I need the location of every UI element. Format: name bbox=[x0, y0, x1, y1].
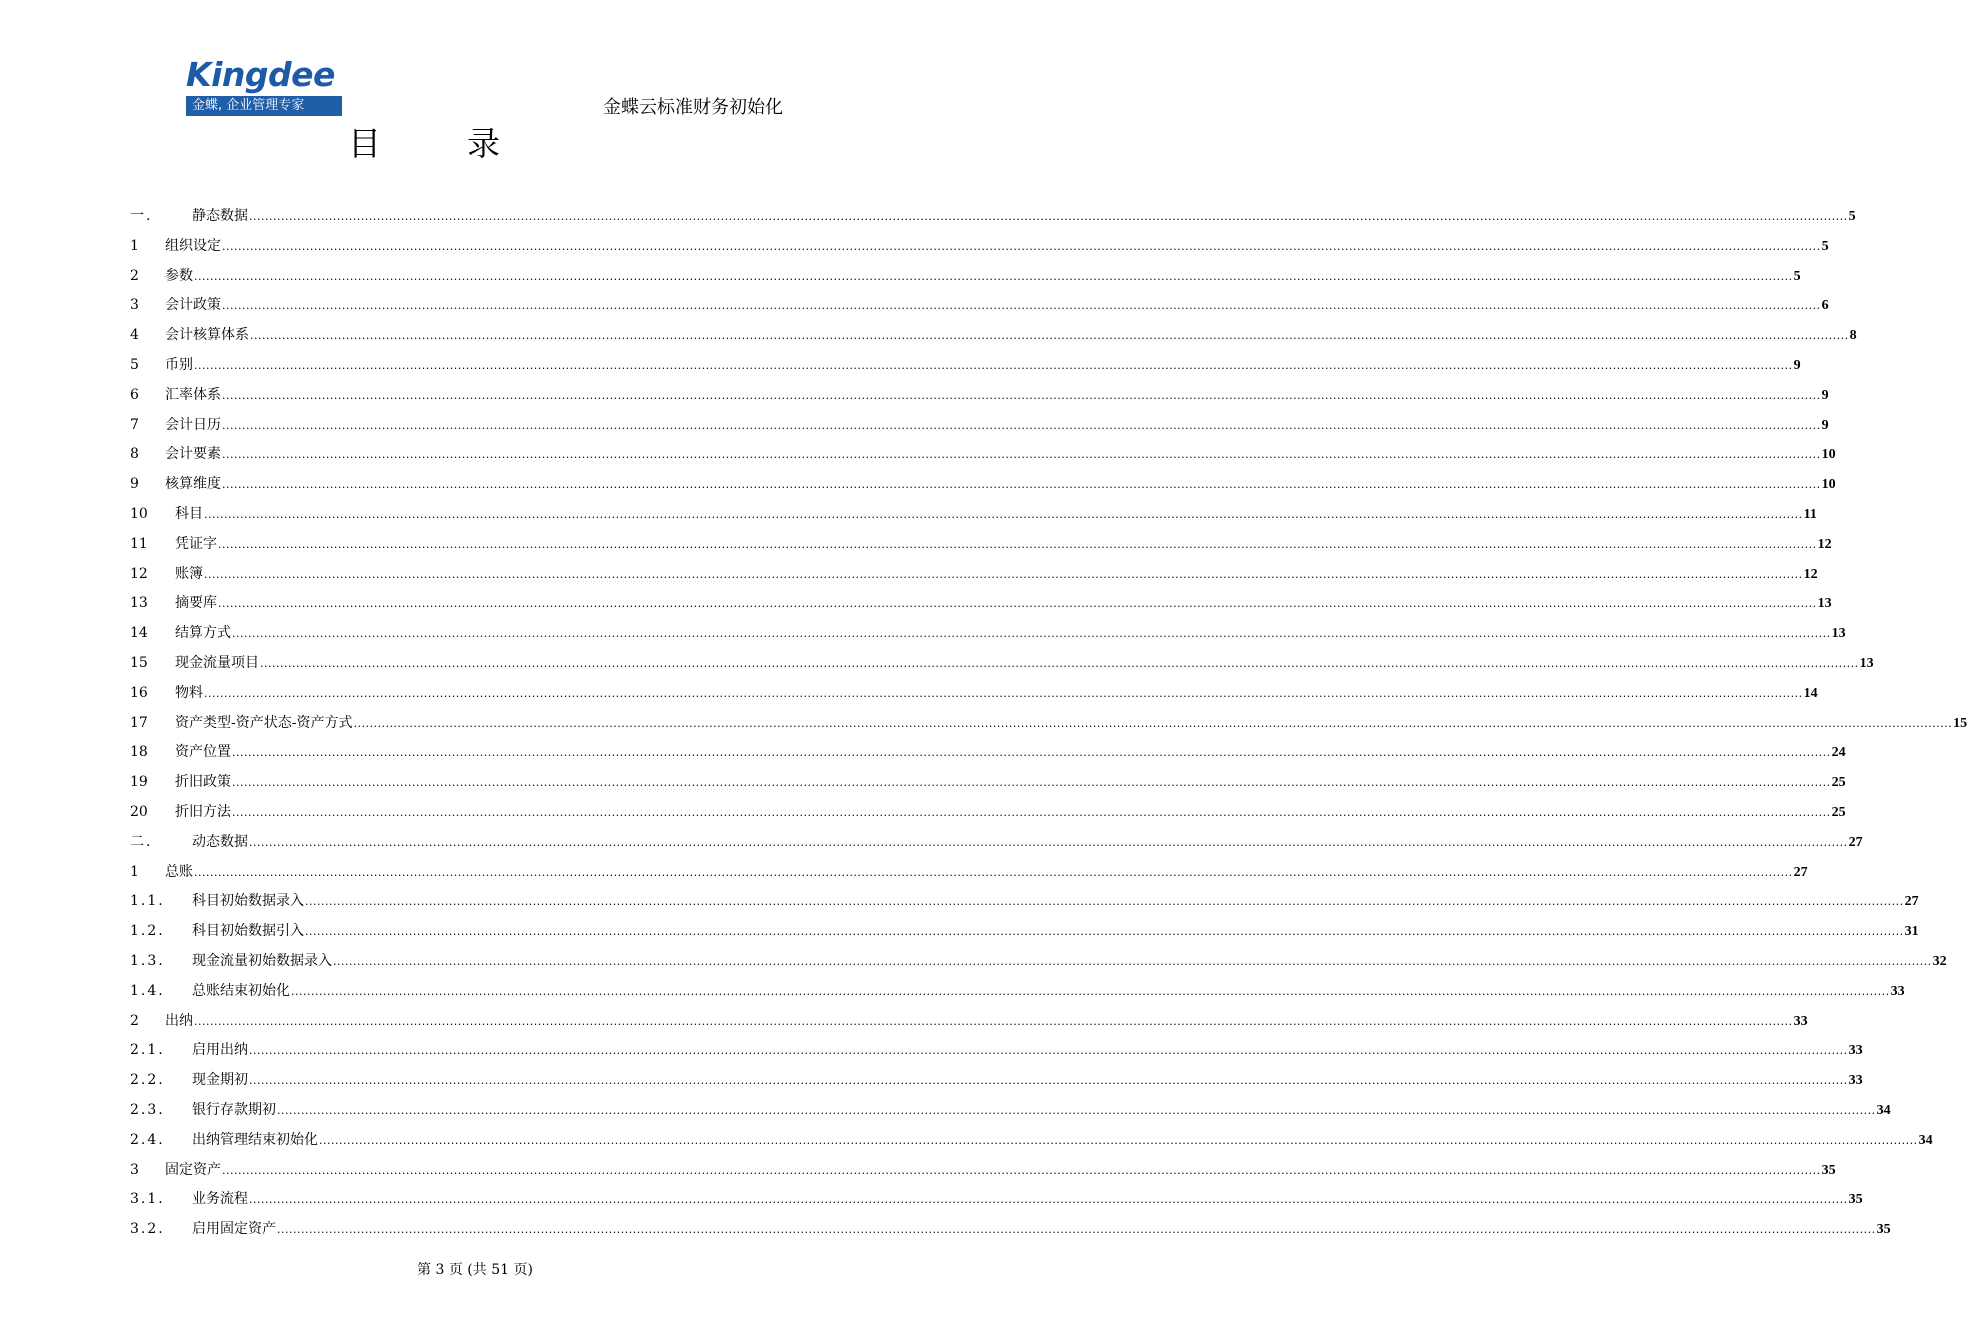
toc-leader-dots: ................................................................................................................................................................................................................................................................................................................................................................................................................ bbox=[204, 567, 1803, 581]
toc-entry[interactable] bbox=[130, 741, 1846, 763]
toc-entry-label: 币别 bbox=[165, 357, 193, 373]
toc-entry-page: 25 bbox=[1831, 775, 1846, 791]
toc-entry[interactable] bbox=[130, 563, 1818, 585]
toc-entry-number: 5 bbox=[130, 357, 139, 373]
toc-entry-number: 20 bbox=[130, 804, 148, 820]
document-header-title: 金蝶云标准财务初始化 bbox=[603, 97, 783, 118]
toc-leader-dots: ................................................................................................................................................................................................................................................................................................................................................................................................................ bbox=[250, 329, 1849, 343]
toc-leader-dots: ................................................................................................................................................................................................................................................................................................................................................................................................................ bbox=[232, 806, 1831, 819]
toc-entry-label: 组织设定 bbox=[165, 237, 221, 254]
toc-entry[interactable] bbox=[130, 354, 1801, 376]
toc-leader-dots: ................................................................................................................................................................................................................................................................................................................................................................................................................ bbox=[222, 418, 1821, 432]
logo-wordmark: Kingdee bbox=[186, 55, 335, 94]
toc-entry-page: 10 bbox=[1821, 447, 1836, 463]
toc-entry[interactable] bbox=[130, 1159, 1836, 1181]
toc-entry-label: 参数 bbox=[165, 267, 193, 284]
toc-entry-number: 1.4. bbox=[130, 982, 165, 999]
toc-entry-label: 会计政策 bbox=[165, 297, 221, 314]
toc-entry[interactable] bbox=[130, 890, 1919, 912]
toc-entry-label: 账簿 bbox=[175, 565, 203, 582]
toc-entry-page: 10 bbox=[1821, 477, 1836, 493]
toc-entry-label: 核算维度 bbox=[165, 476, 221, 493]
toc-leader-dots: ................................................................................................................................................................................................................................................................................................................................................................................................................ bbox=[222, 239, 1821, 253]
toc-entry-page: 5 bbox=[1793, 268, 1801, 284]
toc-entry-number: 7 bbox=[130, 416, 139, 433]
toc-entry-page: 33 bbox=[1848, 1073, 1863, 1089]
toc-entry[interactable] bbox=[130, 1069, 1863, 1091]
page-footer: 第 3 页 (共 51 页) bbox=[417, 1262, 533, 1278]
toc-entry-page: 5 bbox=[1848, 209, 1856, 224]
toc-entry[interactable] bbox=[130, 801, 1846, 823]
toc-leader-dots: ................................................................................................................................................................................................................................................................................................................................................................................................................ bbox=[232, 776, 1831, 790]
toc-entry-label: 折旧政策 bbox=[175, 774, 231, 791]
toc-entry-page: 35 bbox=[1848, 1192, 1863, 1208]
toc-entry-label: 静态数据 bbox=[192, 208, 248, 224]
toc-leader-dots: ................................................................................................................................................................................................................................................................................................................................................................................................................ bbox=[222, 1163, 1821, 1177]
toc-entry-page: 8 bbox=[1849, 328, 1857, 344]
toc-entry-number: 3 bbox=[130, 1161, 139, 1178]
toc-entry[interactable] bbox=[130, 1099, 1891, 1121]
toc-entry-label: 摘要库 bbox=[175, 595, 217, 612]
toc-entry-label: 科目初始数据录入 bbox=[192, 893, 304, 910]
toc-entry-number: 2.1. bbox=[130, 1042, 165, 1059]
toc-entry[interactable] bbox=[130, 831, 1863, 853]
toc-entry[interactable] bbox=[130, 1039, 1863, 1061]
toc-entry-number: 9 bbox=[130, 476, 139, 493]
toc-entry-page: 9 bbox=[1793, 358, 1801, 373]
toc-entry[interactable] bbox=[130, 1218, 1891, 1240]
toc-leader-dots: ................................................................................................................................................................................................................................................................................................................................................................................................................ bbox=[291, 984, 1890, 998]
toc-entry-number: 14 bbox=[130, 625, 148, 642]
toc-entry-page: 9 bbox=[1821, 387, 1829, 403]
toc-entry-page: 27 bbox=[1848, 834, 1863, 850]
toc-entry-number: 16 bbox=[130, 684, 148, 701]
toc-entry-number: 1.2. bbox=[130, 923, 165, 940]
toc-entry-number: 2.4. bbox=[130, 1131, 165, 1148]
toc-entry-page: 5 bbox=[1821, 238, 1829, 254]
toc-entry-label: 启用固定资产 bbox=[192, 1221, 276, 1238]
toc-entry-label: 会计要素 bbox=[165, 446, 221, 463]
toc-entry-page: 13 bbox=[1831, 626, 1846, 642]
toc-leader-dots: ................................................................................................................................................................................................................................................................................................................................................................................................................ bbox=[222, 299, 1821, 313]
toc-entry-number: 2.2. bbox=[130, 1072, 165, 1089]
toc-entry-label: 现金流量项目 bbox=[175, 655, 259, 671]
toc-title-char: 录 bbox=[467, 124, 500, 163]
toc-entry[interactable] bbox=[130, 712, 1967, 734]
toc-entry-label: 科目初始数据引入 bbox=[192, 923, 304, 940]
toc-leader-dots: ................................................................................................................................................................................................................................................................................................................................................................................................................ bbox=[232, 746, 1831, 760]
toc-leader-dots: ................................................................................................................................................................................................................................................................................................................................................................................................................ bbox=[218, 597, 1817, 611]
toc-leader-dots: ................................................................................................................................................................................................................................................................................................................................................................................................................ bbox=[204, 686, 1803, 700]
toc-entry-page: 35 bbox=[1821, 1162, 1836, 1178]
toc-entry[interactable] bbox=[130, 533, 1832, 555]
toc-entry[interactable] bbox=[130, 1010, 1808, 1032]
toc-entry[interactable] bbox=[130, 384, 1829, 406]
toc-entry-label: 总账 bbox=[165, 863, 193, 880]
toc-leader-dots: ................................................................................................................................................................................................................................................................................................................................................................................................................ bbox=[222, 478, 1821, 492]
toc-entry-number: 17 bbox=[130, 714, 148, 731]
toc-entry[interactable] bbox=[130, 622, 1846, 644]
toc-entry-label: 动态数据 bbox=[192, 833, 248, 850]
toc-entry[interactable] bbox=[130, 235, 1829, 257]
toc-entry-number: 13 bbox=[130, 595, 148, 612]
toc-entry[interactable] bbox=[130, 205, 1856, 227]
toc-entry[interactable] bbox=[130, 503, 1817, 525]
toc-entry-number: 2 bbox=[130, 1012, 139, 1029]
toc-entry-label: 固定资产 bbox=[165, 1161, 221, 1178]
toc-entry-page: 6 bbox=[1821, 298, 1829, 314]
toc-entry-page: 11 bbox=[1803, 507, 1817, 522]
toc-entry-page: 27 bbox=[1793, 864, 1808, 880]
toc-leader-dots: ................................................................................................................................................................................................................................................................................................................................................................................................................ bbox=[333, 955, 1932, 968]
toc-entry-page: 35 bbox=[1876, 1222, 1891, 1238]
toc-entry-number: 6 bbox=[130, 386, 139, 403]
toc-entry[interactable] bbox=[130, 950, 1947, 972]
toc-entry-label: 启用出纳 bbox=[192, 1042, 248, 1059]
toc-entry-page: 12 bbox=[1817, 536, 1832, 552]
toc-entry-label: 现金期初 bbox=[192, 1072, 248, 1089]
toc-leader-dots: ................................................................................................................................................................................................................................................................................................................................................................................................................ bbox=[249, 1044, 1848, 1058]
toc-entry-page: 33 bbox=[1890, 983, 1905, 999]
toc-entry[interactable] bbox=[130, 1129, 1933, 1151]
toc-entry-number: 15 bbox=[130, 655, 148, 671]
toc-leader-dots: ................................................................................................................................................................................................................................................................................................................................................................................................................ bbox=[277, 1223, 1876, 1237]
toc-leader-dots: ................................................................................................................................................................................................................................................................................................................................................................................................................ bbox=[222, 448, 1821, 462]
toc-entry[interactable] bbox=[130, 324, 1857, 346]
toc-entry-label: 会计核算体系 bbox=[165, 327, 249, 344]
toc-entry-label: 凭证字 bbox=[175, 535, 217, 552]
toc-leader-dots: ................................................................................................................................................................................................................................................................................................................................................................................................................ bbox=[194, 1014, 1793, 1028]
toc-entry-page: 32 bbox=[1932, 954, 1947, 969]
toc-entry-label: 出纳管理结束初始化 bbox=[192, 1131, 318, 1148]
toc-entry-number: 一. bbox=[130, 208, 153, 224]
toc-leader-dots: ................................................................................................................................................................................................................................................................................................................................................................................................................ bbox=[194, 359, 1793, 372]
toc-entry-label: 折旧方法 bbox=[175, 804, 231, 820]
toc-entry-page: 33 bbox=[1848, 1043, 1863, 1059]
toc-leader-dots: ................................................................................................................................................................................................................................................................................................................................................................................................................ bbox=[249, 210, 1848, 223]
toc-entry-label: 物料 bbox=[175, 684, 203, 701]
toc-entry-page: 9 bbox=[1821, 417, 1829, 433]
toc-entry-page: 31 bbox=[1904, 924, 1919, 940]
toc-leader-dots: ................................................................................................................................................................................................................................................................................................................................................................................................................ bbox=[218, 537, 1817, 551]
toc-entry-label: 汇率体系 bbox=[165, 386, 221, 403]
toc-leader-dots: ................................................................................................................................................................................................................................................................................................................................................................................................................ bbox=[249, 835, 1848, 849]
toc-entry-page: 13 bbox=[1859, 656, 1874, 671]
toc-entry-number: 2 bbox=[130, 267, 139, 284]
toc-entry-number: 10 bbox=[130, 506, 148, 522]
toc-entry[interactable] bbox=[130, 443, 1836, 465]
toc-entry-page: 14 bbox=[1803, 685, 1818, 701]
toc-title bbox=[348, 118, 500, 165]
toc-entry[interactable] bbox=[130, 920, 1919, 942]
toc-entry-number: 二. bbox=[130, 833, 153, 850]
toc-entry-number: 18 bbox=[130, 744, 148, 761]
toc-entry-number: 4 bbox=[130, 327, 139, 344]
toc-leader-dots: ................................................................................................................................................................................................................................................................................................................................................................................................................ bbox=[277, 1104, 1876, 1117]
toc-entry-page: 34 bbox=[1876, 1103, 1891, 1118]
toc-entry[interactable] bbox=[130, 473, 1836, 495]
toc-entry-label: 科目 bbox=[175, 506, 203, 522]
toc-entry-page: 12 bbox=[1803, 566, 1818, 582]
toc-entry-number: 19 bbox=[130, 774, 148, 791]
toc-entry-page: 25 bbox=[1831, 805, 1846, 820]
toc-leader-dots: ................................................................................................................................................................................................................................................................................................................................................................................................................ bbox=[305, 895, 1904, 909]
toc-entry-label: 出纳 bbox=[165, 1012, 193, 1029]
toc-entry-number: 1 bbox=[130, 863, 139, 880]
toc-leader-dots: ................................................................................................................................................................................................................................................................................................................................................................................................................ bbox=[305, 925, 1904, 939]
toc-leader-dots: ................................................................................................................................................................................................................................................................................................................................................................................................................ bbox=[249, 1074, 1848, 1088]
toc-entry-label: 资产位置 bbox=[175, 744, 231, 761]
toc-entry-number: 11 bbox=[130, 535, 148, 552]
toc-entry-number: 1.3. bbox=[130, 953, 165, 969]
toc-entry-number: 2.3. bbox=[130, 1102, 165, 1118]
toc-leader-dots: ................................................................................................................................................................................................................................................................................................................................................................................................................ bbox=[319, 1133, 1918, 1147]
toc-entry[interactable] bbox=[130, 771, 1846, 793]
toc-entry-number: 8 bbox=[130, 446, 139, 463]
logo-slogan: 金蝶, 企业管理专家 bbox=[192, 98, 305, 113]
toc-entry-page: 33 bbox=[1793, 1013, 1808, 1029]
toc-leader-dots: ................................................................................................................................................................................................................................................................................................................................................................................................................ bbox=[194, 865, 1793, 879]
toc-entry-label: 银行存款期初 bbox=[192, 1102, 276, 1118]
toc-leader-dots: ................................................................................................................................................................................................................................................................................................................................................................................................................ bbox=[260, 657, 1859, 670]
kingdee-logo bbox=[186, 56, 342, 116]
toc-entry[interactable] bbox=[130, 265, 1801, 287]
toc-entry-label: 结算方式 bbox=[175, 625, 231, 642]
toc-entry[interactable] bbox=[130, 1188, 1863, 1210]
toc-entry[interactable] bbox=[130, 980, 1905, 1002]
toc-entry[interactable] bbox=[130, 861, 1808, 883]
toc-entry-number: 1 bbox=[130, 237, 139, 254]
toc-entry-number: 1.1. bbox=[130, 893, 165, 910]
toc-entry[interactable] bbox=[130, 682, 1818, 704]
toc-entry-number: 3.1. bbox=[130, 1191, 165, 1208]
toc-leader-dots: ................................................................................................................................................................................................................................................................................................................................................................................................................ bbox=[194, 269, 1793, 283]
toc-entry-number: 3 bbox=[130, 297, 139, 314]
toc-entry[interactable] bbox=[130, 414, 1829, 436]
toc-entry[interactable] bbox=[130, 294, 1829, 316]
toc-entry-label: 业务流程 bbox=[192, 1191, 248, 1208]
toc-entry-label: 总账结束初始化 bbox=[192, 982, 290, 999]
toc-leader-dots: ................................................................................................................................................................................................................................................................................................................................................................................................................ bbox=[204, 508, 1803, 521]
toc-entry-page: 15 bbox=[1953, 715, 1967, 731]
toc-entry-label: 现金流量初始数据录入 bbox=[192, 953, 332, 969]
toc-entry-page: 27 bbox=[1904, 894, 1919, 910]
toc-leader-dots: ................................................................................................................................................................................................................................................................................................................................................................................................................ bbox=[232, 627, 1831, 641]
toc-entry-page: 34 bbox=[1918, 1132, 1933, 1148]
toc-entry-page: 24 bbox=[1831, 745, 1846, 761]
toc-entry-number: 12 bbox=[130, 565, 148, 582]
toc-leader-dots: ................................................................................................................................................................................................................................................................................................................................................................................................................ bbox=[222, 388, 1821, 402]
toc-entry[interactable] bbox=[130, 652, 1874, 674]
toc-entry-page: 13 bbox=[1817, 596, 1832, 612]
toc-entry[interactable] bbox=[130, 592, 1832, 614]
toc-entry-number: 3.2. bbox=[130, 1221, 165, 1238]
toc-title-char: 目 bbox=[348, 124, 381, 163]
toc-entry-label: 资产类型-资产状态-资产方式 bbox=[175, 714, 353, 731]
toc-leader-dots: ................................................................................................................................................................................................................................................................................................................................................................................................................ bbox=[249, 1193, 1848, 1207]
toc-leader-dots: ................................................................................................................................................................................................................................................................................................................................................................................................................ bbox=[353, 716, 1953, 730]
toc-entry-label: 会计日历 bbox=[165, 416, 221, 433]
